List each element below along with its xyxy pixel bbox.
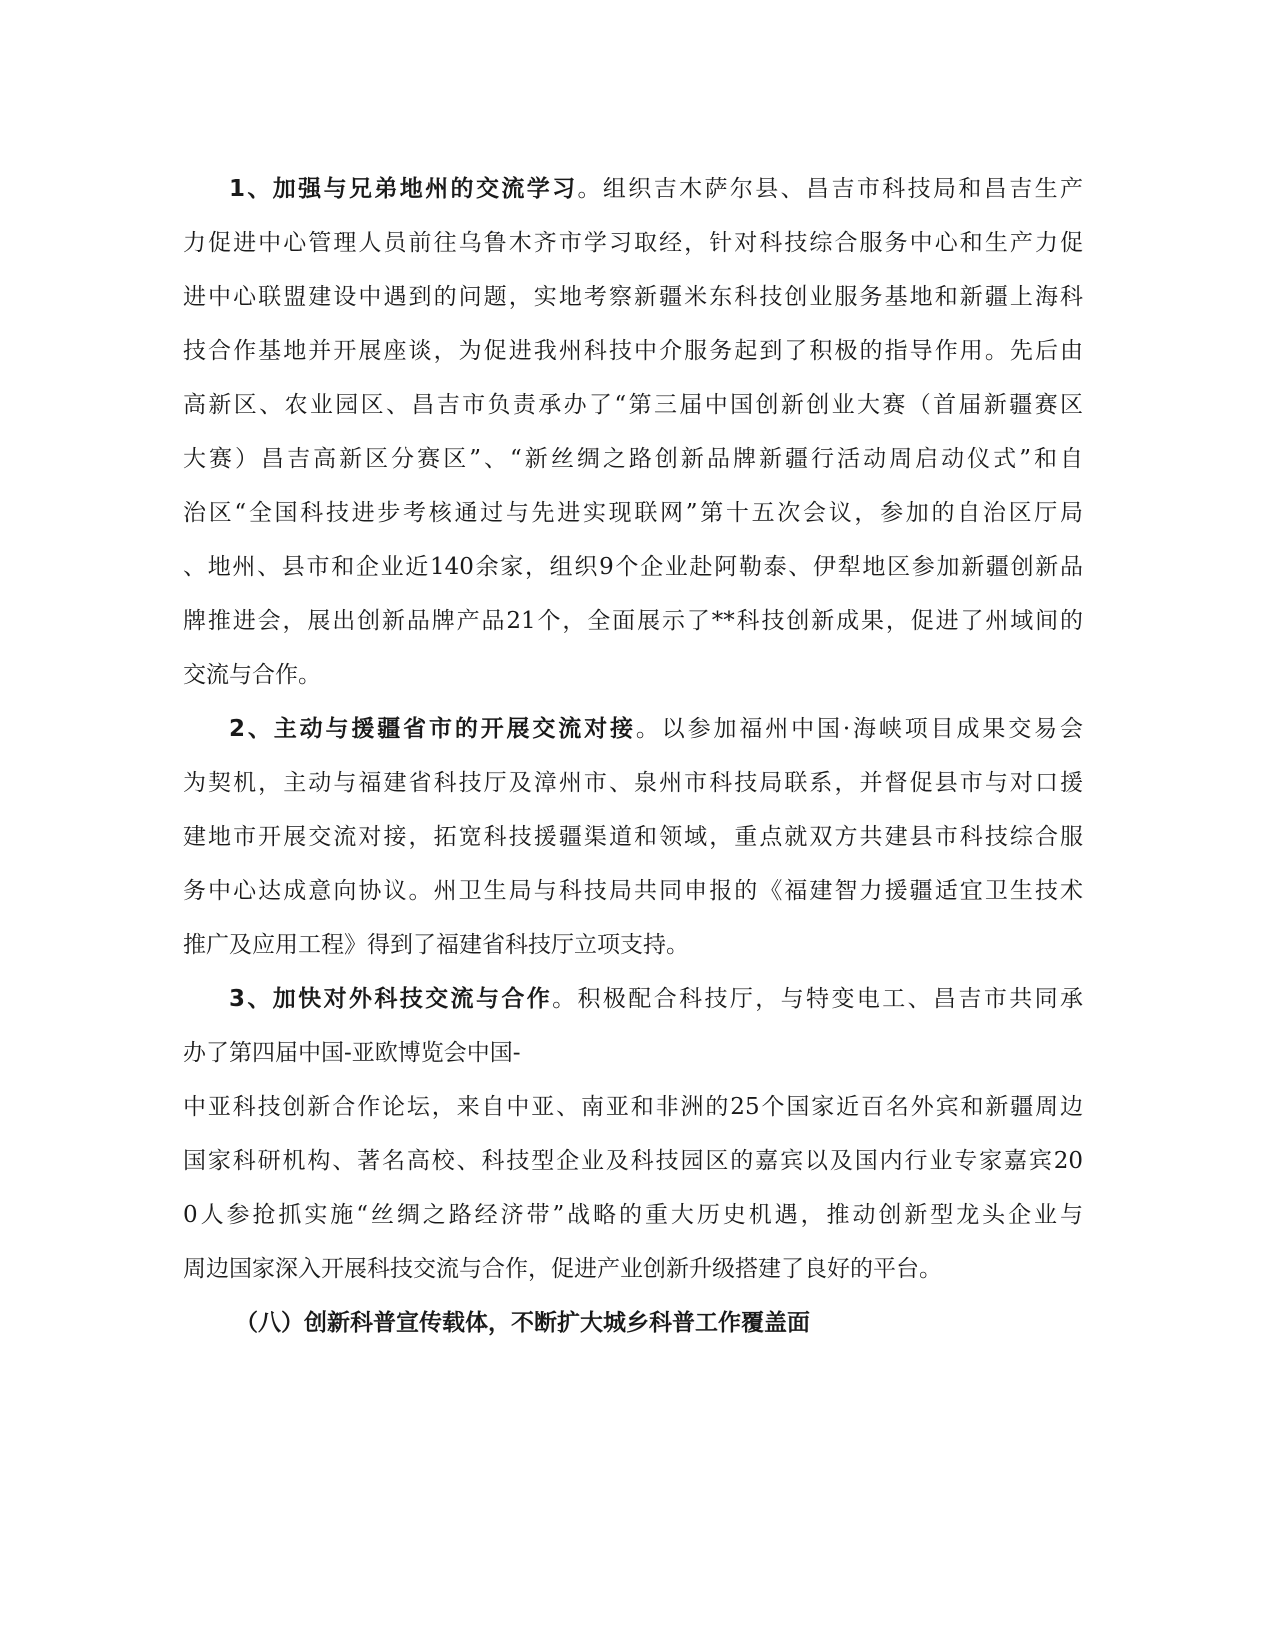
paragraph-2-line-5: 推广及应用工程》得到了福建省科技厅立项支持。 [183,932,689,958]
paragraph-3-line-4: 国家科研机构、著名高校、科技型企业及科技园区的嘉宾以及国内行业专家嘉宾20 [183,1148,1083,1174]
paragraph-1-line-9: 牌推进会，展出创新品牌产品21个，全面展示了**科技创新成果，促进了州域间的 [183,608,1083,634]
paragraph-1-line-5: 高新区、农业园区、昌吉市负责承办了“第三届中国创新创业大赛（首届新疆赛区 [183,392,1083,418]
paragraph-1-line-10: 交流与合作。 [183,662,321,688]
paragraph-1-lead: 1、加强与兄弟地州的交流学习 [229,176,578,202]
paragraph-2-line-3: 建地市开展交流对接，拓宽科技援疆渠道和领域，重点就双方共建县市科技综合服 [183,824,1083,850]
paragraph-1 [183,162,1083,702]
paragraph-3 [183,972,1083,1296]
paragraph-2-line-1: 2、主动与援疆省市的开展交流对接。以参加福州中国·海峡项目成果交易会 [229,716,1083,742]
paragraph-2-line-2: 为契机，主动与福建省科技厅及漳州市、泉州市科技局联系，并督促县市与对口援 [183,770,1083,796]
paragraph-3-line-6: 周边国家深入开展科技交流与合作，促进产业创新升级搭建了良好的平台。 [183,1256,942,1282]
paragraph-1-line-4: 技合作基地并开展座谈，为促进我州科技中介服务起到了积极的指导作用。先后由 [183,338,1083,364]
paragraph-3-line-1: 3、加快对外科技交流与合作。积极配合科技厅，与特变电工、昌吉市共同承 [229,986,1083,1012]
paragraph-1-line-2: 力促进中心管理人员前往乌鲁木齐市学习取经，针对科技综合服务中心和生产力促 [183,230,1083,256]
paragraph-2-lead: 2、主动与援疆省市的开展交流对接 [229,716,636,742]
document-body [183,162,1083,1350]
paragraph-1-line-3: 进中心联盟建设中遇到的问题，实地考察新疆米东科技创业服务基地和新疆上海科 [183,284,1083,310]
paragraph-3-line-3: 中亚科技创新合作论坛，来自中亚、南亚和非洲的25个国家近百名外宾和新疆周边 [183,1094,1083,1120]
paragraph-1-line-1: 1、加强与兄弟地州的交流学习。组织吉木萨尔县、昌吉市科技局和昌吉生产 [229,176,1083,202]
paragraph-1-line-8: 、地州、县市和企业近140余家，组织9个企业赴阿勒泰、伊犁地区参加新疆创新品 [183,554,1083,580]
paragraph-1-line-7: 治区“全国科技进步考核通过与先进实现联网”第十五次会议，参加的自治区厅局 [183,500,1083,526]
paragraph-3-line-5: 0人参抢抓实施“丝绸之路经济带”战略的重大历史机遇，推动创新型龙头企业与 [183,1202,1083,1228]
paragraph-3-lead: 3、加快对外科技交流与合作 [229,986,553,1012]
paragraph-3-line-2: 办了第四届中国-亚欧博览会中国- [183,1040,521,1066]
section-heading: （八）创新科普宣传载体，不断扩大城乡科普工作覆盖面 [235,1310,810,1336]
paragraph-1-line-6: 大赛）昌吉高新区分赛区”、“新丝绸之路创新品牌新疆行活动周启动仪式”和自 [183,446,1083,472]
paragraph-2 [183,702,1083,972]
paragraph-2-line-4: 务中心达成意向协议。州卫生局与科技局共同申报的《福建智力援疆适宜卫生技术 [183,878,1083,904]
